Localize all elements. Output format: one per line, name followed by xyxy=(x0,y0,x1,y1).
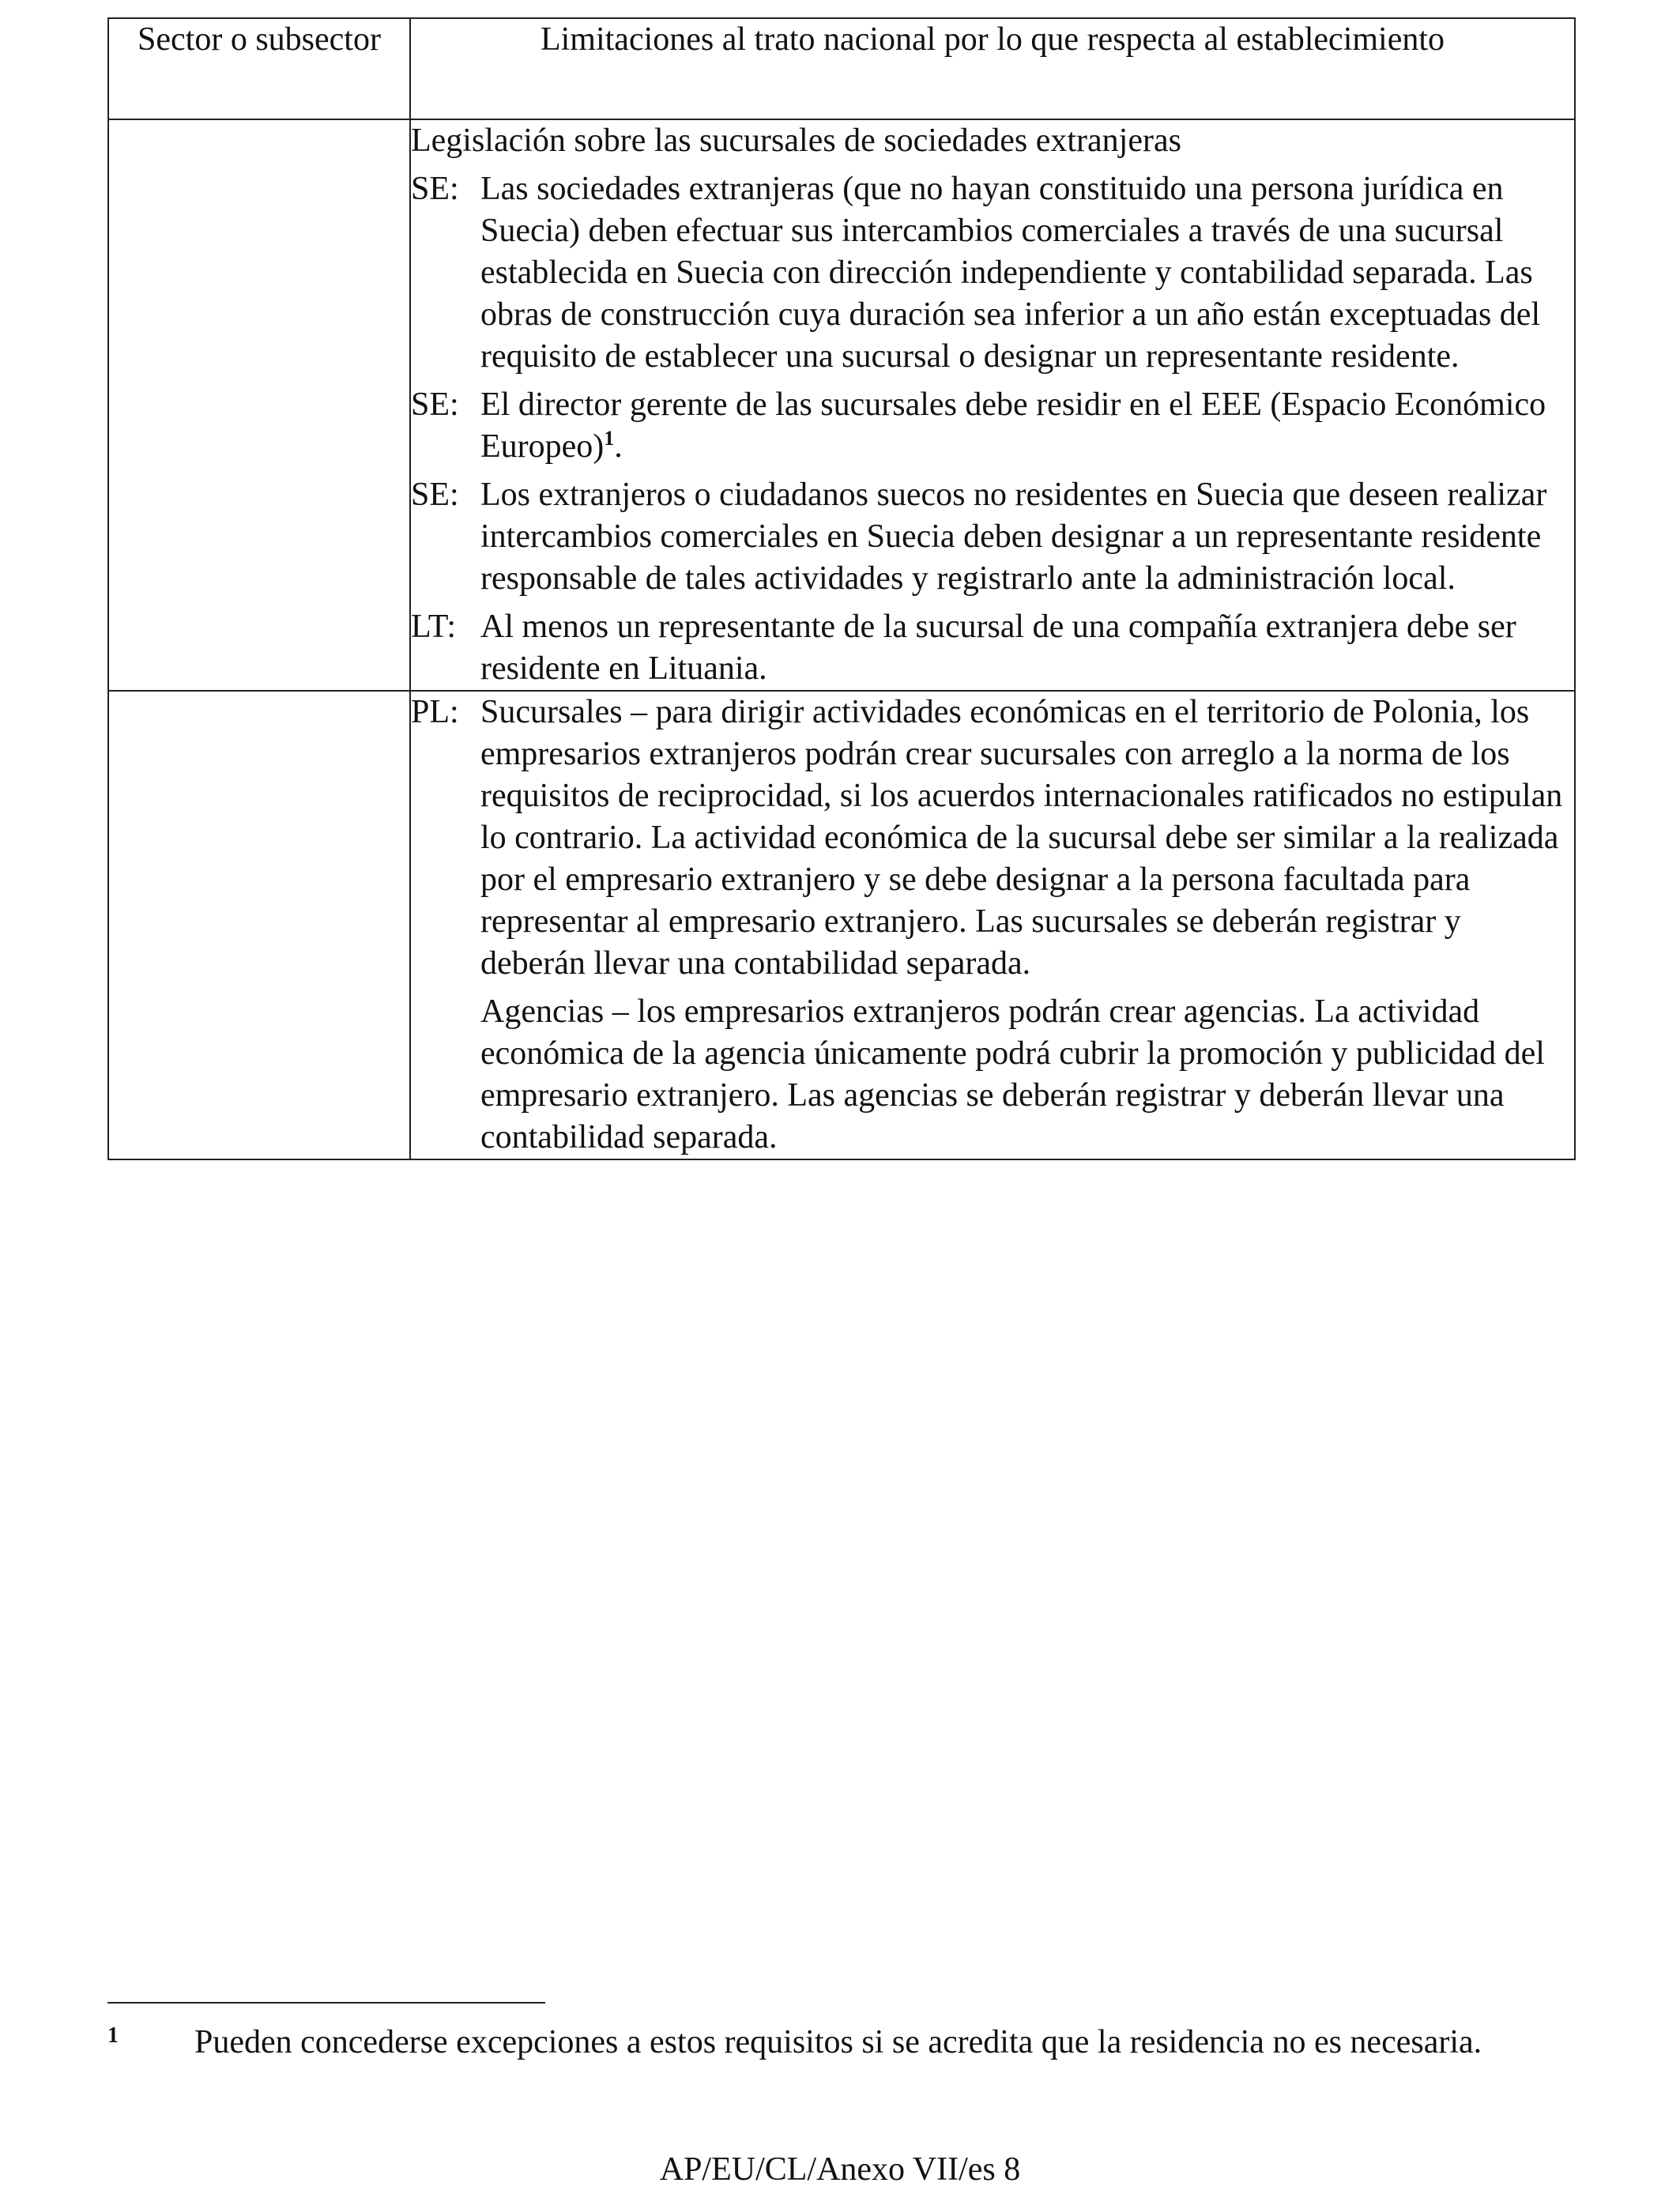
footnote-text: Pueden concederse excepciones a estos requisitos si se acredita que la residencia no es necesaria. xyxy=(194,2024,1482,2060)
footnote xyxy=(107,2022,1574,2064)
sector-cell xyxy=(108,119,410,691)
limits-cell xyxy=(410,119,1575,691)
limitation-entry-pl-agencies: Agencias – los empresarios extranjeros podrán crear agencias. La actividad económica de la agencia únicamente podrá cubrir la promoción y publicidad del empresario extranjero. Las agencias se deberán registrar y deberán llevar una contabilidad separada. xyxy=(480,993,1545,1155)
limitation-entry-se-3 xyxy=(411,474,1574,600)
footnote-number: 1 xyxy=(107,2023,119,2048)
limitations-table xyxy=(107,17,1576,1160)
limitation-entry-lt xyxy=(411,606,1574,690)
country-code: SE: xyxy=(411,171,459,207)
country-code: PL: xyxy=(411,694,459,730)
country-code: LT: xyxy=(411,609,457,645)
page-identifier: AP/EU/CL/Anexo VII/es 8 xyxy=(659,2151,1021,2188)
country-code: SE: xyxy=(411,386,459,423)
table-row xyxy=(108,119,1575,691)
header-limits-cell xyxy=(410,18,1575,119)
sector-cell xyxy=(108,691,410,1159)
header-limits-label: Limitaciones al trato nacional por lo que respecta al establecimiento xyxy=(540,21,1445,58)
entry-text: Las sociedades extranjeras (que no hayan constituido una persona jurídica en Suecia) deben efectuar sus intercambios comerciales a través de una sucursal establecida en Suecia con dirección independiente y contabilidad separada. Las obras de construcción cuya duración sea inferior a un año están exceptuadas del requisito de establecer una sucursal o designar un representante residente. xyxy=(480,171,1541,375)
entry-text: Al menos un representante de la sucursal de una compañía extranjera debe ser residente en Lituania. xyxy=(480,609,1516,687)
footnote-separator xyxy=(107,2002,545,2004)
country-code: SE: xyxy=(411,477,459,513)
limitation-entry-pl xyxy=(411,692,1574,985)
footnote-reference: 1 xyxy=(604,427,615,450)
entry-text: Sucursales – para dirigir actividades económicas en el territorio de Polonia, los empresarios extranjeros podrán crear sucursales con arreglo a la norma de los requisitos de reciprocidad, si los acuerdos internacionales ratificados no estipulan lo contrario. La actividad económica de la sucursal debe ser similar a la realizada por el empresario extranjero y se debe designar a la persona facultada para representar al empresario extranjero. Las sucursales se deberán registrar y deberán llevar una contabilidad separada. xyxy=(480,694,1563,982)
table-row xyxy=(108,691,1575,1159)
limitation-entry-se-2 xyxy=(411,384,1574,468)
header-sector-cell xyxy=(108,18,410,119)
limits-cell xyxy=(410,691,1575,1159)
entry-text: Los extranjeros o ciudadanos suecos no residentes en Suecia que deseen realizar intercambios comerciales en Suecia deben designar a un representante residente responsable de tales actividades y registrarlo ante la administración local. xyxy=(480,477,1547,597)
header-sector-label: Sector o subsector xyxy=(137,21,381,58)
entry-text-suffix: . xyxy=(614,428,623,465)
table-header-row xyxy=(108,18,1575,119)
limitation-entry-se-1 xyxy=(411,168,1574,378)
section-heading: Legislación sobre las sucursales de sociedades extranjeras xyxy=(411,123,1181,159)
entry-text: El director gerente de las sucursales debe residir en el EEE (Espacio Económico Europeo) xyxy=(480,386,1546,465)
